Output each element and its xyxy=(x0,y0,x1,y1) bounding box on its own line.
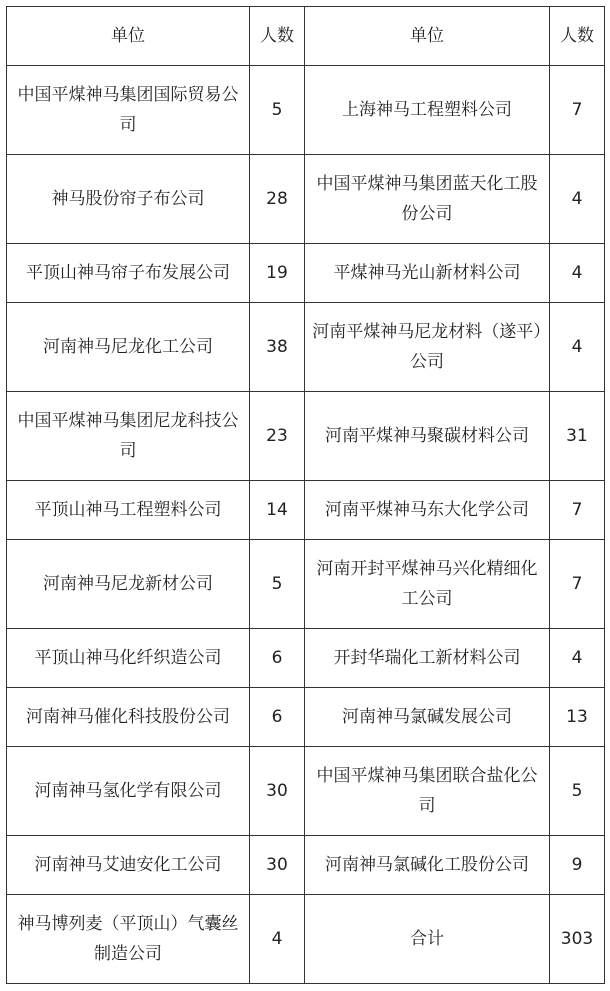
right-count-cell: 7 xyxy=(550,540,605,629)
left-count-cell: 30 xyxy=(250,747,305,836)
table-row xyxy=(7,895,605,984)
right-count-cell: 31 xyxy=(550,392,605,481)
table-row xyxy=(7,688,605,747)
left-count-cell: 6 xyxy=(250,688,305,747)
table-row xyxy=(7,155,605,244)
right-count-cell: 7 xyxy=(550,66,605,155)
total-label-cell: 合计 xyxy=(305,895,550,984)
header-unit-left: 单位 xyxy=(7,7,250,66)
left-unit-cell: 河南神马艾迪安化工公司 xyxy=(7,836,250,895)
right-count-cell: 4 xyxy=(550,629,605,688)
left-count-cell: 4 xyxy=(250,895,305,984)
right-count-cell: 5 xyxy=(550,747,605,836)
table-row xyxy=(7,836,605,895)
table-row xyxy=(7,244,605,303)
right-count-cell: 13 xyxy=(550,688,605,747)
personnel-count-table xyxy=(6,6,605,984)
left-unit-cell: 神马股份帘子布公司 xyxy=(7,155,250,244)
left-count-cell: 28 xyxy=(250,155,305,244)
table-row xyxy=(7,66,605,155)
table-row xyxy=(7,747,605,836)
right-unit-cell: 河南开封平煤神马兴化精细化工公司 xyxy=(305,540,550,629)
header-unit-right: 单位 xyxy=(305,7,550,66)
left-unit-cell: 河南神马氢化学有限公司 xyxy=(7,747,250,836)
right-count-cell: 4 xyxy=(550,303,605,392)
table-row xyxy=(7,481,605,540)
right-unit-cell: 中国平煤神马集团蓝天化工股份公司 xyxy=(305,155,550,244)
right-unit-cell: 河南神马氯碱化工股份公司 xyxy=(305,836,550,895)
right-count-cell: 9 xyxy=(550,836,605,895)
right-unit-cell: 平煤神马光山新材料公司 xyxy=(305,244,550,303)
left-unit-cell: 河南神马尼龙化工公司 xyxy=(7,303,250,392)
left-unit-cell: 平顶山神马化纤织造公司 xyxy=(7,629,250,688)
right-unit-cell: 河南平煤神马尼龙材料（遂平）公司 xyxy=(305,303,550,392)
table-header-row xyxy=(7,7,605,66)
table-row xyxy=(7,392,605,481)
right-unit-cell: 河南平煤神马聚碳材料公司 xyxy=(305,392,550,481)
left-unit-cell: 神马博列麦（平顶山）气囊丝制造公司 xyxy=(7,895,250,984)
left-unit-cell: 中国平煤神马集团尼龙科技公司 xyxy=(7,392,250,481)
header-count-left: 人数 xyxy=(250,7,305,66)
right-unit-cell: 中国平煤神马集团联合盐化公司 xyxy=(305,747,550,836)
table-row xyxy=(7,629,605,688)
header-count-right: 人数 xyxy=(550,7,605,66)
left-unit-cell: 平顶山神马帘子布发展公司 xyxy=(7,244,250,303)
right-count-cell: 4 xyxy=(550,244,605,303)
left-count-cell: 14 xyxy=(250,481,305,540)
right-count-cell: 4 xyxy=(550,155,605,244)
left-count-cell: 38 xyxy=(250,303,305,392)
total-count-cell: 303 xyxy=(550,895,605,984)
left-count-cell: 5 xyxy=(250,540,305,629)
left-unit-cell: 河南神马尼龙新材公司 xyxy=(7,540,250,629)
left-unit-cell: 平顶山神马工程塑料公司 xyxy=(7,481,250,540)
left-count-cell: 23 xyxy=(250,392,305,481)
right-count-cell: 7 xyxy=(550,481,605,540)
right-unit-cell: 开封华瑞化工新材料公司 xyxy=(305,629,550,688)
left-count-cell: 5 xyxy=(250,66,305,155)
left-count-cell: 6 xyxy=(250,629,305,688)
right-unit-cell: 河南平煤神马东大化学公司 xyxy=(305,481,550,540)
table-row xyxy=(7,540,605,629)
table-row xyxy=(7,303,605,392)
left-count-cell: 30 xyxy=(250,836,305,895)
left-count-cell: 19 xyxy=(250,244,305,303)
right-unit-cell: 河南神马氯碱发展公司 xyxy=(305,688,550,747)
left-unit-cell: 中国平煤神马集团国际贸易公司 xyxy=(7,66,250,155)
left-unit-cell: 河南神马催化科技股份公司 xyxy=(7,688,250,747)
right-unit-cell: 上海神马工程塑料公司 xyxy=(305,66,550,155)
